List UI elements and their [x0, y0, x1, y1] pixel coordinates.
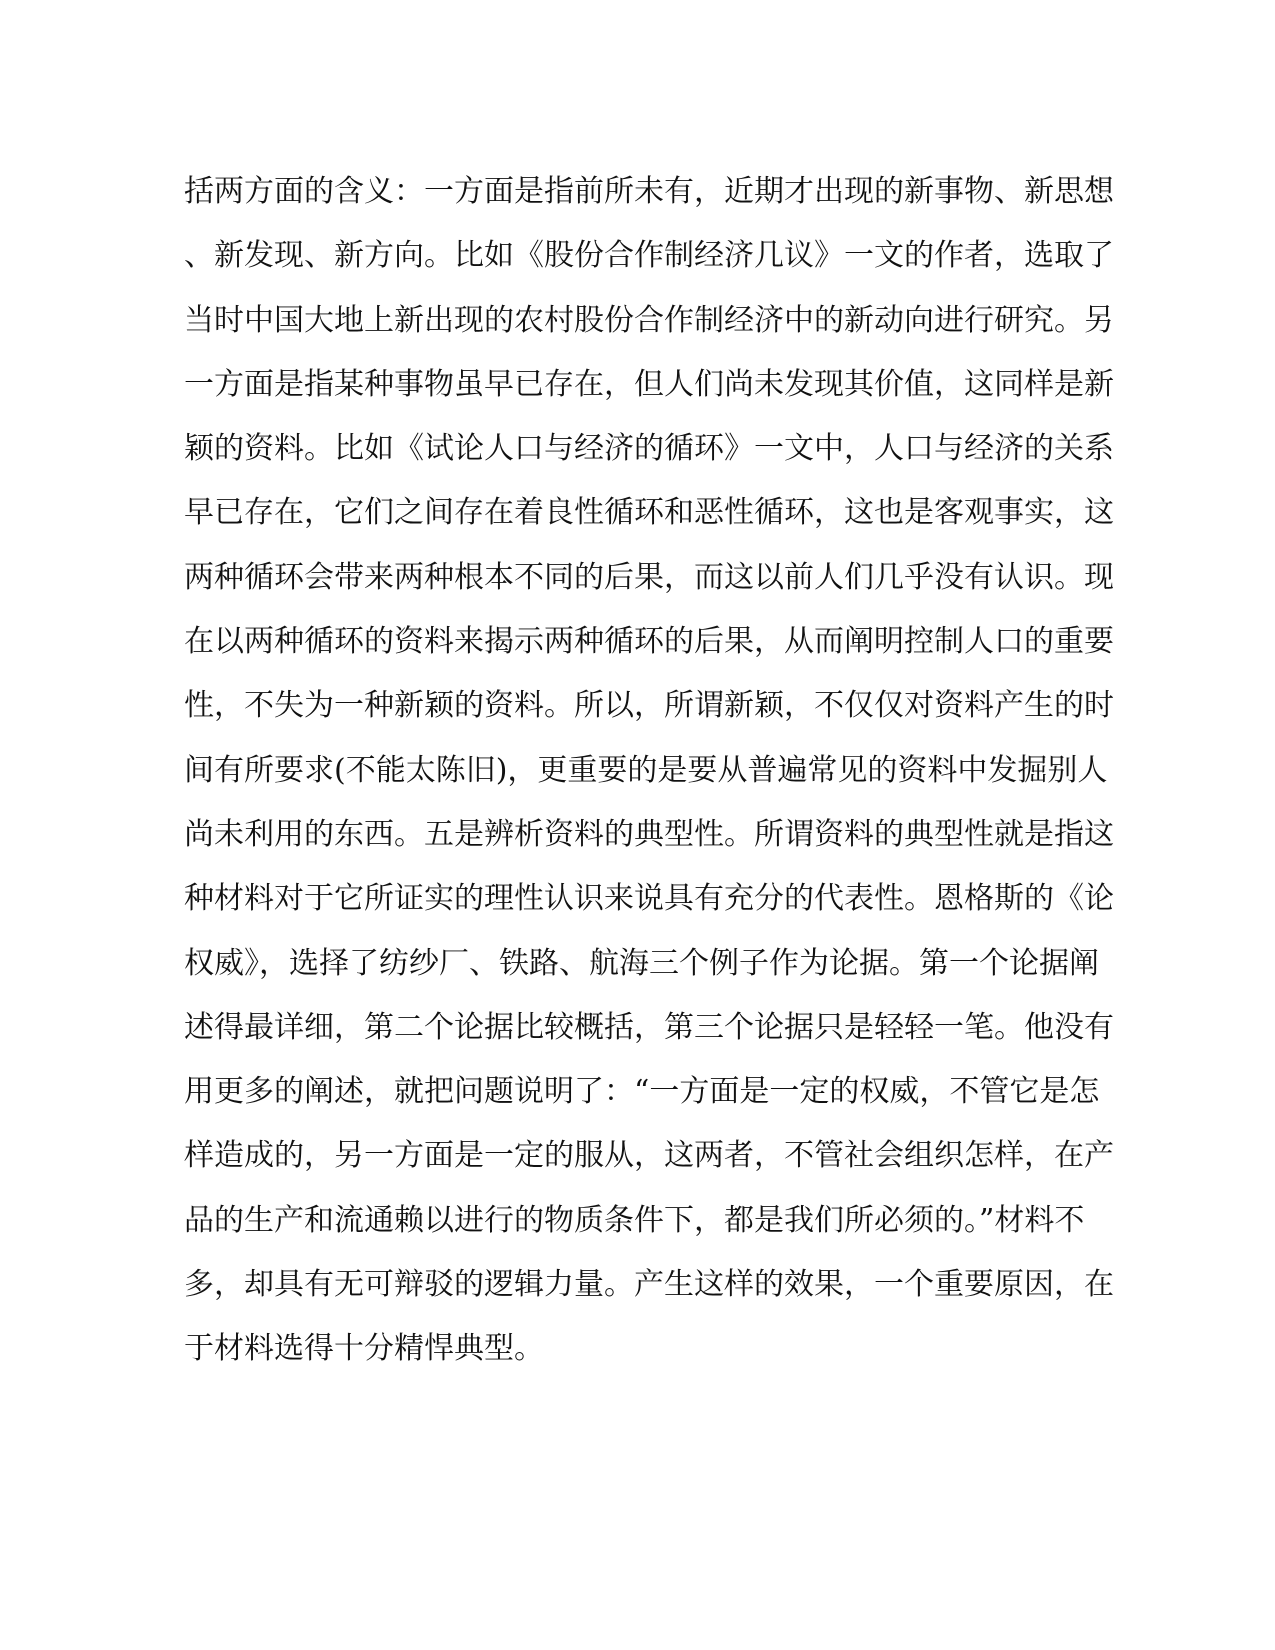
text-line: 当时中国大地上新出现的农村股份合作制经济中的新动向进行研究。另 — [184, 302, 1114, 338]
text-line: 一方面是指某种事物虽早已存在，但人们尚未发现其价值，这同样是新 — [184, 366, 1114, 402]
text-line: 颖的资料。比如《试论人口与经济的循环》一文中，人口与经济的关系 — [184, 431, 1114, 467]
text-line: 于材料选得十分精悍典型。 — [184, 1331, 544, 1367]
text-line: 早已存在，它们之间存在着良性循环和恶性循环，这也是客观事实，这 — [184, 495, 1114, 531]
text-line: 在以两种循环的资料来揭示两种循环的后果，从而阐明控制人口的重要 — [184, 624, 1114, 660]
text-line: 权威》，选择了纺纱厂、铁路、航海三个例子作为论据。第一个论据阐 — [184, 945, 1099, 981]
text-line: 、新发现、新方向。比如《股份合作制经济几议》一文的作者，选取了 — [184, 238, 1114, 274]
text-line: 性，不失为一种新颖的资料。所以，所谓新颖，不仅仅对资料产生的时 — [184, 688, 1114, 724]
text-line: 多，却具有无可辩驳的逻辑力量。产生这样的效果，一个重要原因，在 — [184, 1267, 1114, 1303]
text-line: 尚未利用的东西。五是辨析资料的典型性。所谓资料的典型性就是指这 — [184, 816, 1114, 852]
text-line: 述得最详细，第二个论据比较概括，第三个论据只是轻轻一笔。他没有 — [184, 1009, 1114, 1045]
body-paragraph — [184, 160, 1114, 1382]
text-line: 样造成的，另一方面是一定的服从，这两者，不管社会组织怎样，在产 — [184, 1138, 1114, 1174]
text-line: 种材料对于它所证实的理性认识来说具有充分的代表性。恩格斯的《论 — [184, 881, 1114, 917]
text-line: 品的生产和流通赖以进行的物质条件下，都是我们所必须的。”材料不 — [184, 1202, 1085, 1238]
text-line: 两种循环会带来两种根本不同的后果，而这以前人们几乎没有认识。现 — [184, 559, 1114, 595]
text-line: 用更多的阐述，就把问题说明了：“一方面是一定的权威，不管它是怎 — [184, 1074, 1100, 1110]
text-line: 括两方面的含义：一方面是指前所未有，近期才出现的新事物、新思想 — [184, 174, 1114, 209]
text-line: 间有所要求(不能太陈旧)，更重要的是要从普遍常见的资料中发掘别人 — [184, 752, 1108, 788]
